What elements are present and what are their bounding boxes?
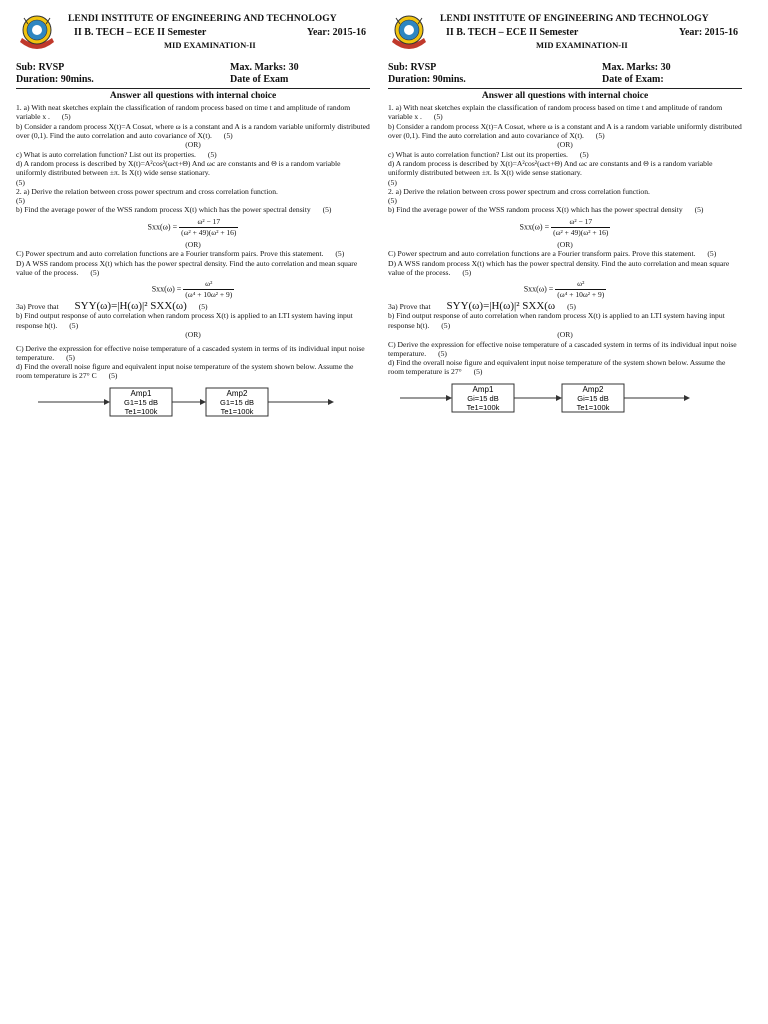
amp2-label: Amp2 (226, 388, 248, 398)
question-3a: 3a) Prove that SYY(ω)=|H(ω)|² SXX(ω) (5) (16, 300, 208, 313)
max-marks: Max. Marks: 30 (230, 62, 299, 73)
question-3c: C) Derive the expression for effective noise temperature of a cascaded system in terms of its individual input noise temperature. (5) (388, 339, 737, 358)
question-3d: d) Find the overall noise figure and equivalent input noise temperature of the system shown below. Assume the room temperature is 27° C (5) (16, 362, 354, 381)
exam-date: Date of Exam (230, 74, 289, 85)
question-2d: D) A WSS random process X(t) which has the power spectral density. Find the auto correlation and mean square value of the process. (5) (388, 258, 730, 277)
question-1b: b) Consider a random process X(t)=A Cosωt, where ω is a constant and A is a random variable uniformly distributed over (0,1). Find the auto correlation and auto covariance of X(t). (5) (388, 121, 742, 140)
amp1-label: Amp1 (472, 384, 494, 394)
question-1d: d) A random process is described by X(t)=A²cos²(ωct+Θ) And ωc are constants and Θ is a random variable uniformly distributed between ±π. Is X(t) wide sense stationary. (5) (388, 158, 713, 187)
exam-title: MID EXAMINATION-II (536, 40, 628, 50)
amp2-label: Amp2 (582, 384, 604, 394)
duration-row (16, 74, 370, 86)
amp1-label: Amp1 (130, 388, 152, 398)
question-3d: d) Find the overall noise figure and equivalent input noise temperature of the system shown below. Assume the room temperature is 27° (5) (388, 358, 726, 377)
semester: II B. TECH – ECE II Semester (446, 27, 579, 38)
or-separator: (OR) (557, 330, 573, 340)
exam-title: MID EXAMINATION-II (164, 40, 256, 50)
or-separator: (OR) (185, 330, 201, 340)
amp1-gain: Gi=15 dB (467, 393, 499, 403)
instruction: Answer all questions with internal choice (481, 91, 649, 101)
subject: Sub: RVSP (16, 62, 65, 73)
question-2c: C) Power spectrum and auto correlation functions are a Fourier transform pairs. Prove this statement. (5) (16, 249, 345, 259)
question-2a: 2. a) Derive the relation between cross power spectrum and cross correlation function. (5) (16, 186, 278, 206)
college-seal-icon (16, 12, 58, 54)
amp2-temp: Te1=100k (576, 402, 610, 412)
academic-year: Year: 2015-16 (306, 27, 366, 38)
college-seal-icon (388, 12, 430, 54)
equation-psd-2: Sxx(ω) = $\frac{\text{ω²}}{\text{(ω⁴ + 10ω² + 9)}}$ (151, 279, 233, 300)
subject: Sub: RVSP (388, 62, 437, 73)
academic-year: Year: 2015-16 (678, 27, 738, 38)
amp1-temp: Te1=100k (124, 406, 158, 416)
exam-paper-left (16, 10, 370, 420)
question-1b: b) Consider a random process X(t)=A Cosωt, where ω is a constant and A is a random variable uniformly distributed over (0,1). Find the auto correlation and auto covariance of X(t). (5) (16, 121, 370, 140)
question-2a: 2. a) Derive the relation between cross power spectrum and cross correlation function. (5) (388, 186, 650, 206)
question-1a: 1. a) With neat sketches explain the classification of random process based on time t and amplitude of random variable x . (5) (388, 103, 723, 122)
paper-header (388, 10, 742, 62)
question-2d: D) A WSS random process X(t) which has the power spectral density. Find the auto correlation and mean square value of the process. (5) (16, 258, 358, 277)
question-1c: c) What is auto correlation function? List out its properties. (5) (388, 149, 589, 159)
semester: II B. TECH – ECE II Semester (74, 27, 207, 38)
question-1d: d) A random process is described by X(t)=A²cos²(ωct+Θ) And ωc are constants and Θ is a random variable uniformly distributed between ±π. Is X(t) wide sense stationary. (5) (16, 158, 341, 187)
equation-psd-2: Sxx(ω) = $\frac{\text{ω²}}{\text{(ω⁴ + 10ω² + 9)}}$ (523, 279, 605, 300)
institute-name: LENDI INSTITUTE OF ENGINEERING AND TECHNOLOGY (440, 14, 709, 24)
amp2-gain: Gi=15 dB (577, 393, 609, 403)
divider (388, 88, 742, 89)
subject-row (388, 62, 742, 74)
amp1-gain: G1=15 dB (124, 397, 158, 407)
question-2c: C) Power spectrum and auto correlation functions are a Fourier transform pairs. Prove this statement. (5) (388, 249, 717, 259)
question-1c: c) What is auto correlation function? List out its properties. (5) (16, 149, 217, 159)
max-marks: Max. Marks: 30 (602, 62, 671, 73)
or-separator: (OR) (185, 239, 201, 249)
subject-row (16, 62, 370, 74)
question-3b: b) Find output response of auto correlation when random process X(t) is applied to an LTI system having input response h(t). (5) (16, 311, 353, 330)
duration: Duration: 90mins. (16, 74, 94, 85)
question-3b: b) Find output response of auto correlation when random process X(t) is applied to an LTI system having input response h(t). (5) (388, 311, 725, 330)
exam-date: Date of Exam: (602, 74, 664, 85)
exam-paper-right (388, 10, 742, 416)
equation-psd-1: Sxx(ω) = $\frac{\text{ω² − 17}}{\text{(ω² + 49)(ω² + 16)}}$ (147, 216, 237, 237)
cascaded-amplifier-diagram (16, 384, 336, 420)
amp2-gain: G1=15 dB (220, 397, 254, 407)
question-3c: C) Derive the expression for effective noise temperature of a cascaded system in terms of its individual input noise temperature. (5) (16, 343, 365, 362)
equation-psd-1: Sxx(ω) = $\frac{\text{ω² − 17}}{\text{(ω² + 49)(ω² + 16)}}$ (519, 216, 609, 237)
or-separator: (OR) (185, 140, 201, 150)
question-3a: 3a) Prove that SYY(ω)=|H(ω)|² SXX(ω (5) (388, 300, 576, 313)
or-separator: (OR) (557, 239, 573, 249)
divider (16, 88, 370, 89)
amp1-temp: Te1=100k (466, 402, 500, 412)
or-separator: (OR) (557, 140, 573, 150)
instruction: Answer all questions with internal choice (109, 91, 277, 101)
duration-row (388, 74, 742, 86)
institute-name: LENDI INSTITUTE OF ENGINEERING AND TECHNOLOGY (68, 14, 337, 24)
duration: Duration: 90mins. (388, 74, 466, 85)
amp2-temp: Te1=100k (220, 406, 254, 416)
paper-header (16, 10, 370, 62)
cascaded-amplifier-diagram (388, 380, 708, 416)
question-2b: b) Find the average power of the WSS random process X(t) which has the power spectral density (5) (388, 205, 704, 215)
question-1a: 1. a) With neat sketches explain the classification of random process based on time t and amplitude of random variable x . (5) (16, 103, 351, 122)
question-2b: b) Find the average power of the WSS random process X(t) which has the power spectral density (5) (16, 205, 332, 215)
